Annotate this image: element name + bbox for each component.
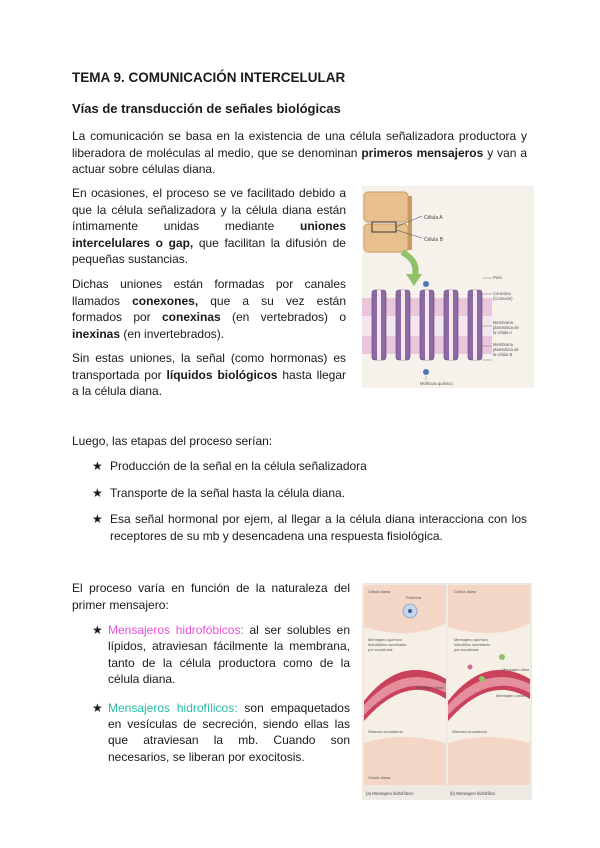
star-bullet-icon: ★ [92, 623, 103, 637]
label-connexin: Conexina [493, 291, 511, 296]
label-membrane-b: Membrana [493, 342, 514, 347]
gap-junction-paragraph: En ocasiones, el proceso se ve facilitado debido a que la célula señalizadora y la célula diana están íntimamente unidas mediante uniones intercelulares o gap, que facilitan la difusión de pequeñas sustancias. [72, 186, 346, 267]
label-membrane-a-3: la célula A [493, 330, 513, 335]
list-item: ★ Mensajeros hidrofóbicos: al ser solubles en lípidos, atraviesan fácilmente la membrana, tanto de la célula productora como de la célula diana. [92, 623, 350, 687]
stages-list [92, 458, 527, 554]
label-membrane-b-3: la célula B [493, 352, 513, 357]
messengers-list [92, 622, 350, 777]
label-pore: Poro [493, 275, 502, 280]
fig2-a-messenger-1: Mensajero químico [368, 637, 402, 642]
list-item: ★ Producción de la señal en la célula señalizadora [92, 459, 367, 473]
label-membrane-a: Membrana [493, 320, 514, 325]
fig2-a-messenger-2: hidrofóbico secretado [368, 642, 407, 647]
fig2-caption-a: (a) Mensajero hidrofóbico [366, 791, 414, 796]
fig2-b-target-top: Célula diana [454, 589, 477, 594]
label-cell-b: Célula B [424, 237, 443, 243]
star-bullet-icon: ★ [92, 459, 103, 473]
intro-paragraph: La comunicación se basa en la existencia de una célula señalizadora productora y liberadora de moléculas al medio, que se denominan primeros mensajeros y van a actuar sobre células diana. [72, 129, 528, 177]
star-bullet-icon: ★ [92, 485, 103, 500]
label-molecule: Molécula químico [420, 381, 453, 386]
process-intro: El proceso varía en función de la naturaleza del primer mensajero: [72, 581, 350, 612]
fig2-b-free: Mensajero libre [502, 667, 530, 672]
fig2-b-messenger-1: Mensajero químico [454, 637, 488, 642]
fig2-b-bound: Mensajero unido [496, 693, 526, 698]
fig2-a-circulation: Sistema circulatorio [368, 729, 403, 734]
fig2-a-target-bottom: Célula diana [368, 775, 391, 780]
label-cell-a: Célula A [424, 215, 443, 221]
fluids-paragraph: Sin estas uniones, la señal (como hormonas) es transportada por líquidos biológicos hasta llegar a la célula diana. [72, 351, 346, 399]
gap-junction-figure [362, 186, 534, 388]
hydrophobic-label: Mensajeros hidrofóbicos: [108, 623, 244, 637]
fig2-a-target-top: Célula diana [368, 589, 391, 594]
stages-intro: Luego, las etapas del proceso serían: [72, 434, 273, 448]
star-bullet-icon: ★ [92, 512, 103, 527]
list-item: ★ Mensajeros hidrofílicos: son empaquetados en vesículas de secreción, siendo ellas las que atraviesan la mb. Cuando son necesarios, se liberan por exocitosis. [92, 700, 350, 764]
label-connexon: (Conexón) [493, 296, 513, 301]
fig2-a-protein: Proteína [406, 595, 422, 600]
star-bullet-icon: ★ [92, 700, 103, 715]
label-membrane-a-2: plasmática de [493, 325, 519, 330]
fig2-b-messenger-2: hidrofílico secretado [454, 642, 490, 647]
section-subtitle: Vías de transducción de señales biológicas [72, 101, 341, 116]
page-title: TEMA 9. COMUNICACIÓN INTERCELULAR [72, 70, 346, 85]
fig2-a-free: Mensajero libre [416, 685, 444, 690]
fig2-b-messenger-3: por exocitosis [454, 647, 479, 652]
list-item: ★ Transporte de la señal hasta la célula diana. [92, 485, 346, 500]
messenger-transport-figure [362, 583, 532, 800]
connexon-paragraph: Dichas uniones están formadas por canales llamados conexones, que a su vez están formados por conexinas (en vertebrados) o inexinas (en invertebrados). [72, 277, 347, 341]
list-item: ★ Esa señal hormonal por ejem, al llegar a la célula diana interacciona con los receptores de su mb y desencadena una respuesta fisiológica. [92, 512, 527, 543]
fig2-b-circulation: Sistema circulatorio [452, 729, 487, 734]
fig2-a-messenger-3: por exocitosis [368, 647, 393, 652]
label-membrane-b-2: plasmática de [493, 347, 519, 352]
fig2-caption-b: (b) Mensajero hidrofílico [450, 791, 495, 796]
hydrophilic-label: Mensajeros hidrofílicos: [108, 700, 238, 715]
